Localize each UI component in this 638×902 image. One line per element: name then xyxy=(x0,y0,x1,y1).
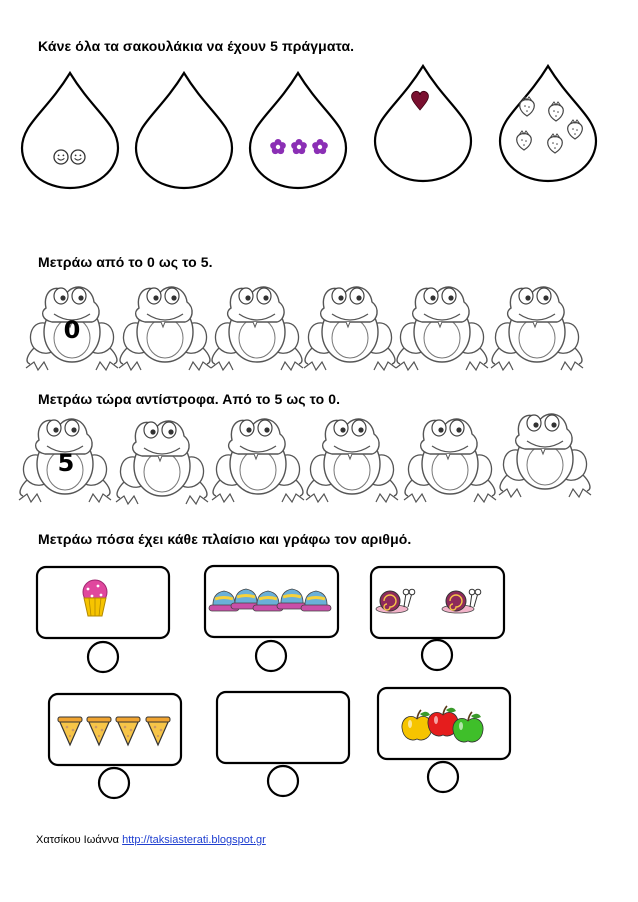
answer-circle-5[interactable] xyxy=(270,768,296,794)
answer-circle-3[interactable] xyxy=(424,642,450,668)
footer xyxy=(36,834,266,846)
frog-count-up-6[interactable] xyxy=(491,287,583,370)
smiley-icon xyxy=(54,150,68,164)
frog-count-down-2[interactable] xyxy=(116,421,208,504)
boxes-section-title: Μετράω πόσα έχει κάθε πλαίσιο και γράφω τον αριθμό. xyxy=(38,531,412,547)
frog-count-up-2[interactable] xyxy=(119,287,211,370)
frog-count-down-4[interactable] xyxy=(306,419,398,502)
cupcake-icon xyxy=(83,580,107,616)
smiley-icon xyxy=(71,150,85,164)
frog-count-down-3[interactable] xyxy=(212,419,304,502)
frog-count-up-3[interactable] xyxy=(211,287,303,370)
answer-circle-4[interactable] xyxy=(101,770,127,796)
bag-2[interactable] xyxy=(136,73,232,188)
answer-circle-6[interactable] xyxy=(430,764,456,790)
frog-count-up-4[interactable] xyxy=(304,287,396,370)
blog-link[interactable]: http://taksiasterati.blogspot.gr xyxy=(122,834,266,846)
bag-1[interactable] xyxy=(22,73,118,188)
count-down-section-title: Μετράω τώρα αντίστροφα. Από το 5 ως το 0. xyxy=(38,391,341,407)
bag-4[interactable] xyxy=(375,66,471,181)
frog-count-up-5[interactable] xyxy=(396,287,488,370)
bag-3[interactable] xyxy=(250,73,346,188)
frog-number-label: 5 xyxy=(57,449,75,477)
frog-number-label: 0 xyxy=(63,316,81,344)
bags-section-title: Κάνε όλα τα σακουλάκια να έχουν 5 πράγματα. xyxy=(38,38,355,54)
frog-count-down-5[interactable] xyxy=(404,419,496,502)
answer-circle-1[interactable] xyxy=(90,644,116,670)
author-name: Χατσίκου Ιωάννα xyxy=(36,834,120,846)
answer-circle-2[interactable] xyxy=(258,643,284,669)
frog-count-down-6[interactable] xyxy=(499,414,591,497)
bag-5[interactable] xyxy=(500,66,596,181)
count-up-section-title: Μετράω από το 0 ως το 5. xyxy=(38,254,213,270)
